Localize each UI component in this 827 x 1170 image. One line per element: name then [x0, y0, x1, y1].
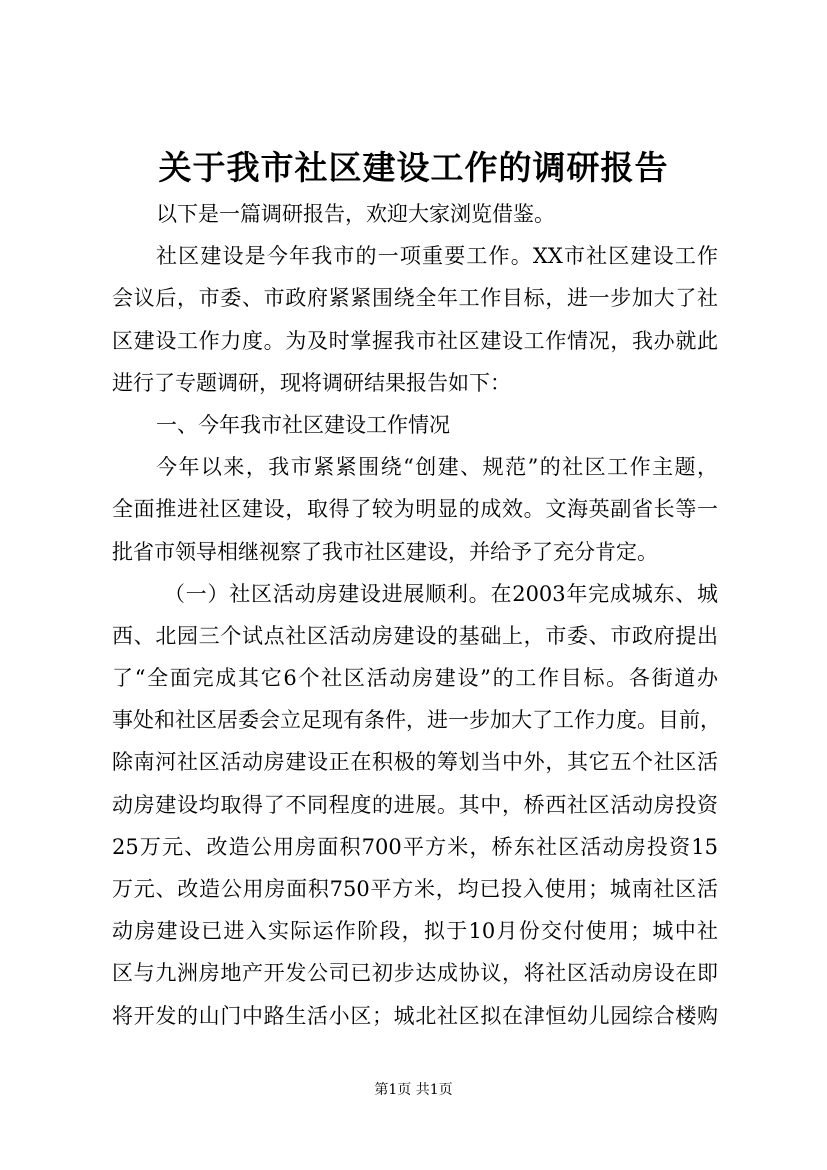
paragraph-line: 动房建设均取得了不同程度的进展。其中，桥西社区活动房投资 [112, 792, 718, 817]
paragraph-line: 万元、改造公用房面积750平方米，均已投入使用；城南社区活 [112, 877, 718, 901]
section-heading: 一、今年我市社区建设工作情况 [156, 412, 450, 437]
paragraph-line: 了“全面完成其它6个社区活动房建设”的工作目标。各街道办 [112, 666, 718, 691]
document-body [112, 193, 721, 1037]
paragraph-line: 将开发的山门中路生活小区；城北社区拟在津恒幼儿园综合楼购 [112, 1003, 718, 1028]
page-number-footer: 第1页 共1页 [374, 1082, 453, 1098]
paragraph-line: 25万元、改造公用房面积700平方米，桥东社区活动房投资15 [112, 834, 718, 859]
paragraph-line: 社区建设是今年我市的一项重要工作。XX市社区建设工作 [156, 244, 718, 269]
paragraph-line: 事处和社区居委会立足现有条件，进一步加大了工作力度。目前， [112, 708, 721, 733]
paragraph-line: （一）社区活动房建设进展顺利。在2003年完成城东、城 [164, 581, 718, 606]
intro-line: 以下是一篇调研报告，欢迎大家浏览借鉴。 [156, 202, 555, 226]
paragraph-line: 今年以来，我市紧紧围绕“创建、规范”的社区工作主题， [156, 455, 718, 480]
paragraph-line: 进行了专题调研，现将调研结果报告如下： [112, 370, 511, 395]
paragraph-line: 会议后，市委、市政府紧紧围绕全年工作目标，进一步加大了社 [112, 286, 718, 311]
paragraph-line: 区与九洲房地产开发公司已初步达成协议，将社区活动房设在即 [112, 961, 718, 986]
document-title: 关于我市社区建设工作的调研报告 [158, 148, 669, 187]
paragraph-line: 动房建设已进入实际运作阶段，拟于10月份交付使用；城中社 [112, 919, 718, 944]
paragraph-line: 除南河社区活动房建设正在积极的筹划当中外，其它五个社区活 [112, 750, 718, 775]
paragraph-line: 区建设工作力度。为及时掌握我市社区建设工作情况，我办就此 [112, 328, 718, 353]
paragraph-line: 西、北园三个试点社区活动房建设的基础上，市委、市政府提出 [112, 623, 718, 648]
paragraph-line: 全面推进社区建设，取得了较为明显的成效。文海英副省长等一 [112, 497, 718, 522]
paragraph-line: 批省市领导相继视察了我市社区建设，并给予了充分肯定。 [112, 539, 658, 564]
